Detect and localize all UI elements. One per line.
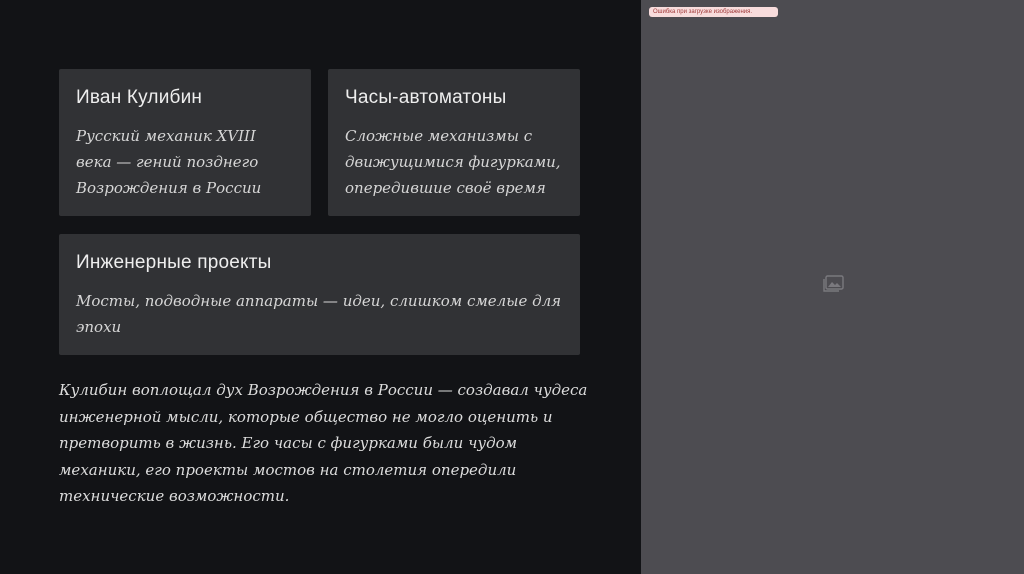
card-title: Часы-автоматоны: [345, 87, 507, 108]
summary-paragraph: Кулибин воплощал дух Возрождения в России — создавал чудеса инженерной мысли, которые общество не могло оценить и претворить в жизнь. Его часы с фигурками были чудом механики, его проекты мостов на столетия опередили технические возможности.: [59, 381, 588, 505]
card-clock-automatons: [328, 69, 580, 216]
card-ivan-kulibin: [59, 69, 311, 216]
image-load-error-badge: Ошибка при загрузке изображения.: [649, 7, 778, 17]
card-title: Инженерные проекты: [76, 252, 272, 273]
card-description: Мосты, подводные аппараты — идеи, слишком смелые для эпохи: [76, 292, 562, 336]
card-description: Сложные механизмы с движущимися фигурками, опередившие своё время: [345, 127, 561, 197]
card-engineering-projects: [59, 234, 580, 355]
card-title: Иван Кулибин: [76, 87, 203, 108]
image-placeholder-icon: [822, 275, 844, 293]
card-description: Русский механик XVIII века — гений позднего Возрождения в России: [76, 127, 262, 197]
